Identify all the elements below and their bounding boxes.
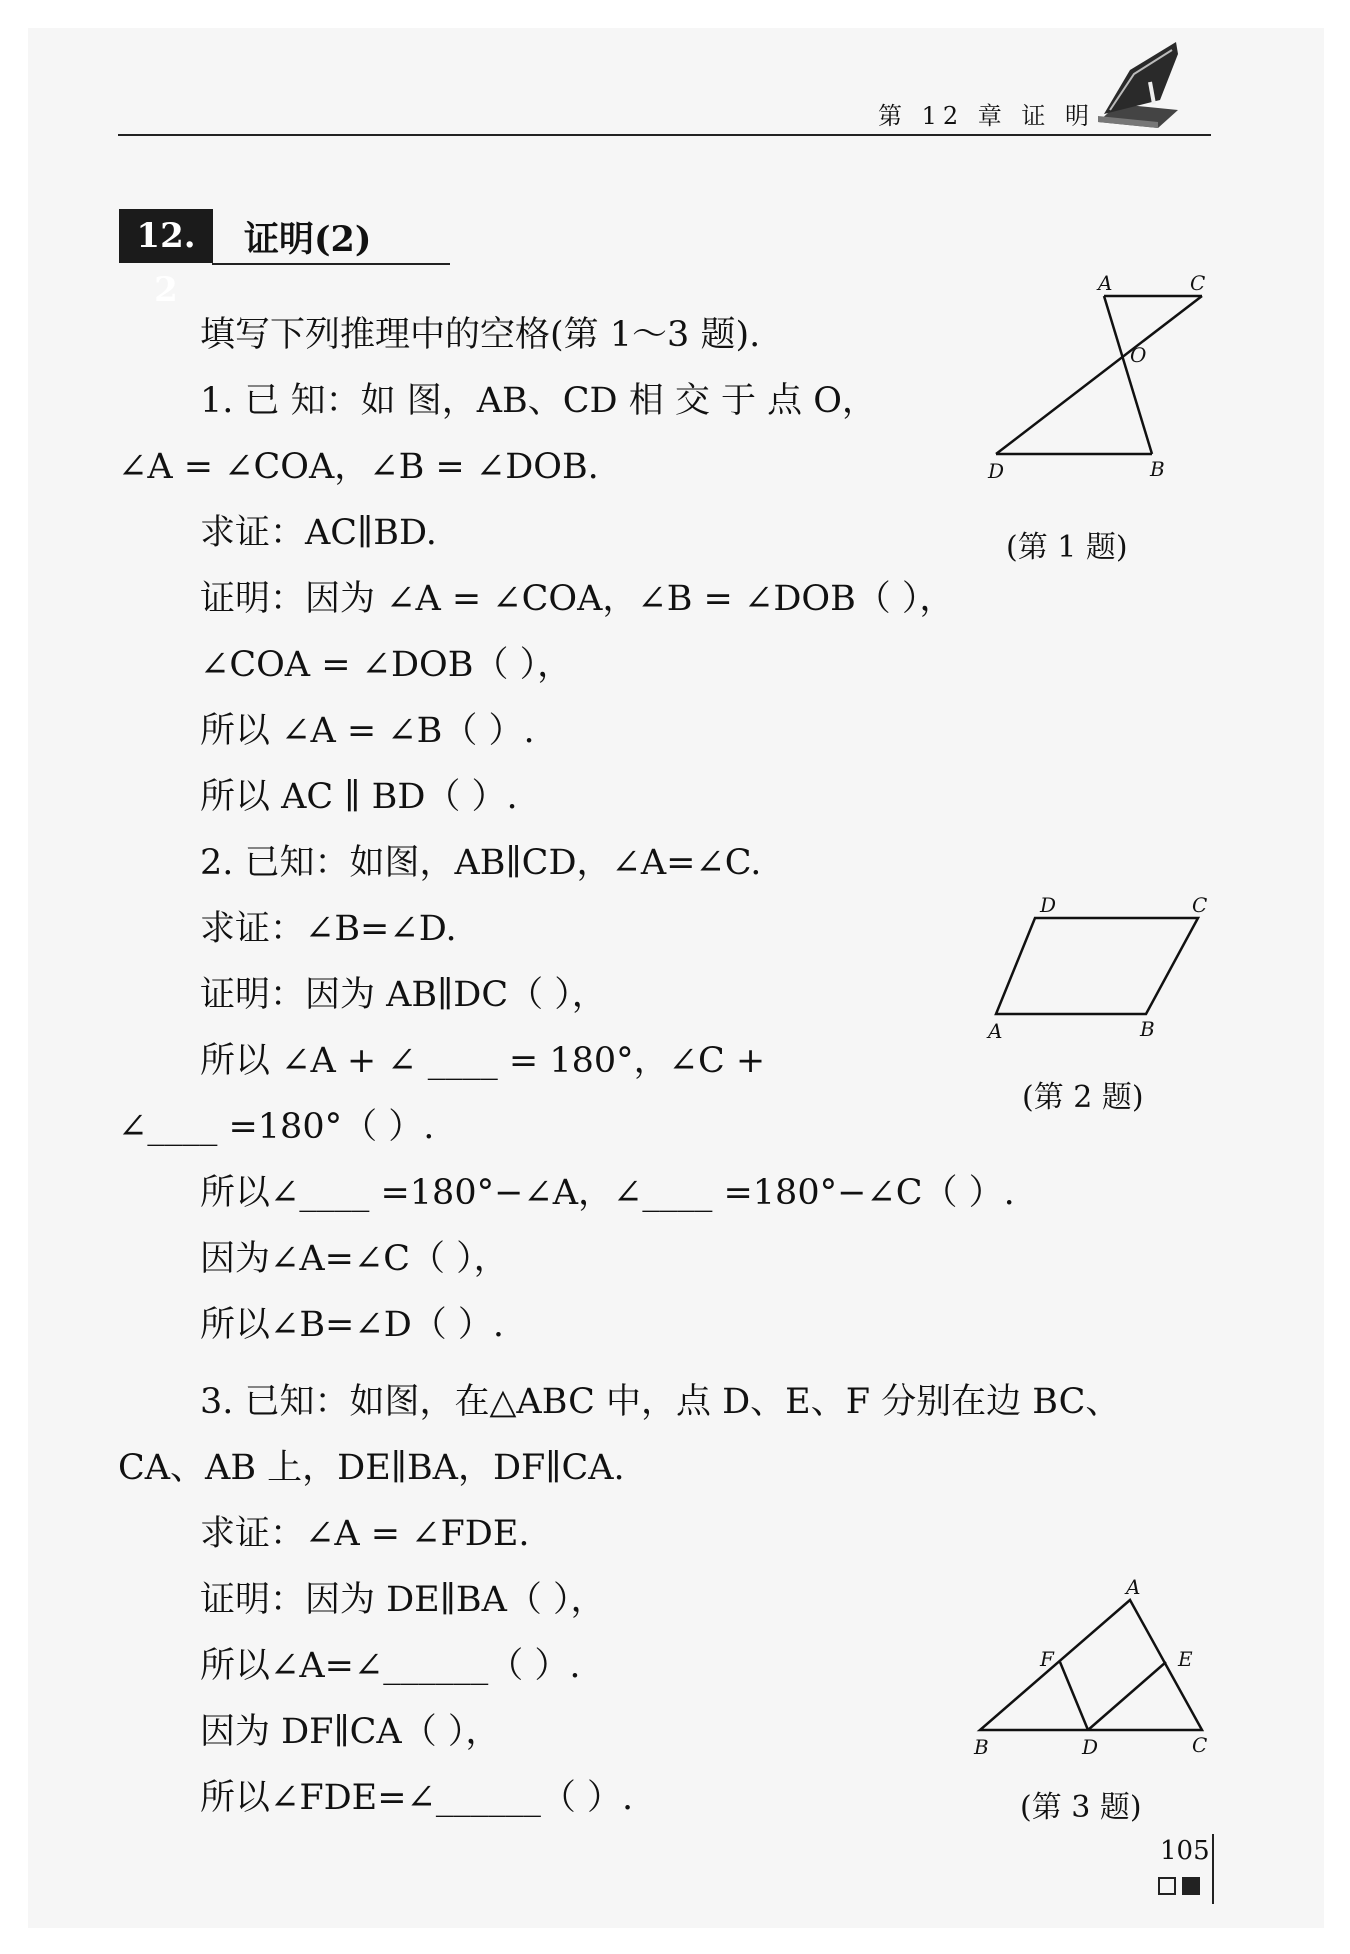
point-label: C <box>1192 893 1208 917</box>
section-title: 证明(2) <box>244 219 372 260</box>
figure-2 <box>980 888 1220 1048</box>
point-label: D <box>1040 893 1057 917</box>
problem-line: 证明：因为 AB∥DC（ ）， <box>200 975 607 1015</box>
point-label: F <box>1040 1647 1054 1671</box>
chapter-header: 第 12 章 证 明 <box>878 102 1096 130</box>
page-number: 105 <box>1160 1836 1210 1866</box>
problem-line: 所以∠____ =180°−∠A，∠____ =180°−∠C（ ）. <box>200 1173 1015 1213</box>
problem-line: 所以 ∠A + ∠ ____ = 180°，∠C + <box>200 1041 766 1081</box>
problem-line: 求证：AC∥BD. <box>200 513 437 553</box>
filled-square-icon <box>1182 1877 1200 1895</box>
figure-caption: (第 1 题) <box>1006 530 1128 565</box>
problem-line: 求证：∠A = ∠FDE. <box>200 1514 530 1554</box>
problem-line: 证明：因为 DE∥BA（ ）， <box>200 1580 606 1620</box>
header-rule <box>118 134 1211 136</box>
section-title-rule <box>212 263 450 265</box>
point-label: A <box>1126 1575 1141 1599</box>
problem-line: 所以 ∠A = ∠B（ ）. <box>200 711 535 751</box>
problem-line: 所以∠A=∠______（ ）. <box>200 1646 581 1686</box>
point-label: A <box>988 1019 1003 1043</box>
page-number-rule <box>1212 1834 1214 1904</box>
problem-line: ∠A = ∠COA，∠B = ∠DOB. <box>118 447 599 487</box>
problem-line: 2. 已知：如图，AB∥CD，∠A=∠C. <box>200 843 762 883</box>
section-number: 12. 2 <box>119 209 213 263</box>
problem-line: ∠____ =180°（ ）. <box>118 1107 435 1147</box>
figure-caption: (第 3 题) <box>1020 1790 1142 1825</box>
problem-line: 3. 已知：如图，在△ABC 中，点 D、E、F 分别在边 BC、 <box>200 1382 1121 1422</box>
point-label: B <box>974 1735 989 1759</box>
point-label: D <box>1082 1735 1099 1759</box>
point-label: D <box>988 459 1005 483</box>
book-icon <box>1090 30 1186 130</box>
problem-line: 因为 DF∥CA（ ）， <box>200 1712 501 1752</box>
problem-line: 求证：∠B=∠D. <box>200 909 457 949</box>
point-label: E <box>1178 1647 1193 1671</box>
hollow-square-icon <box>1158 1877 1176 1895</box>
point-label: A <box>1098 271 1113 295</box>
problem-line: CA、AB 上，DE∥BA，DF∥CA. <box>118 1448 625 1488</box>
problem-line: ∠COA = ∠DOB（ ）， <box>200 645 573 685</box>
problem-line: 证明：因为 ∠A = ∠COA，∠B = ∠DOB（ ）， <box>200 579 955 619</box>
intro-text: 填写下列推理中的空格(第 1～3 题). <box>200 315 761 355</box>
problem-line: 所以 AC ∥ BD（ ）. <box>200 777 518 817</box>
point-label: B <box>1150 457 1165 481</box>
problem-line: 所以∠B=∠D（ ）. <box>200 1305 505 1345</box>
figure-3 <box>970 1572 1220 1762</box>
point-label: C <box>1190 271 1206 295</box>
figure-caption: (第 2 题) <box>1022 1080 1144 1115</box>
point-label: B <box>1140 1017 1155 1041</box>
point-label: O <box>1130 343 1147 367</box>
problem-line: 所以∠FDE=∠______（ ）. <box>200 1778 634 1818</box>
problem-line: 因为∠A=∠C（ ）， <box>200 1239 509 1279</box>
figure-1 <box>980 262 1220 492</box>
problem-line: 1. 已 知：如 图，AB、CD 相 交 于 点 O， <box>200 381 877 421</box>
point-label: C <box>1192 1733 1208 1757</box>
